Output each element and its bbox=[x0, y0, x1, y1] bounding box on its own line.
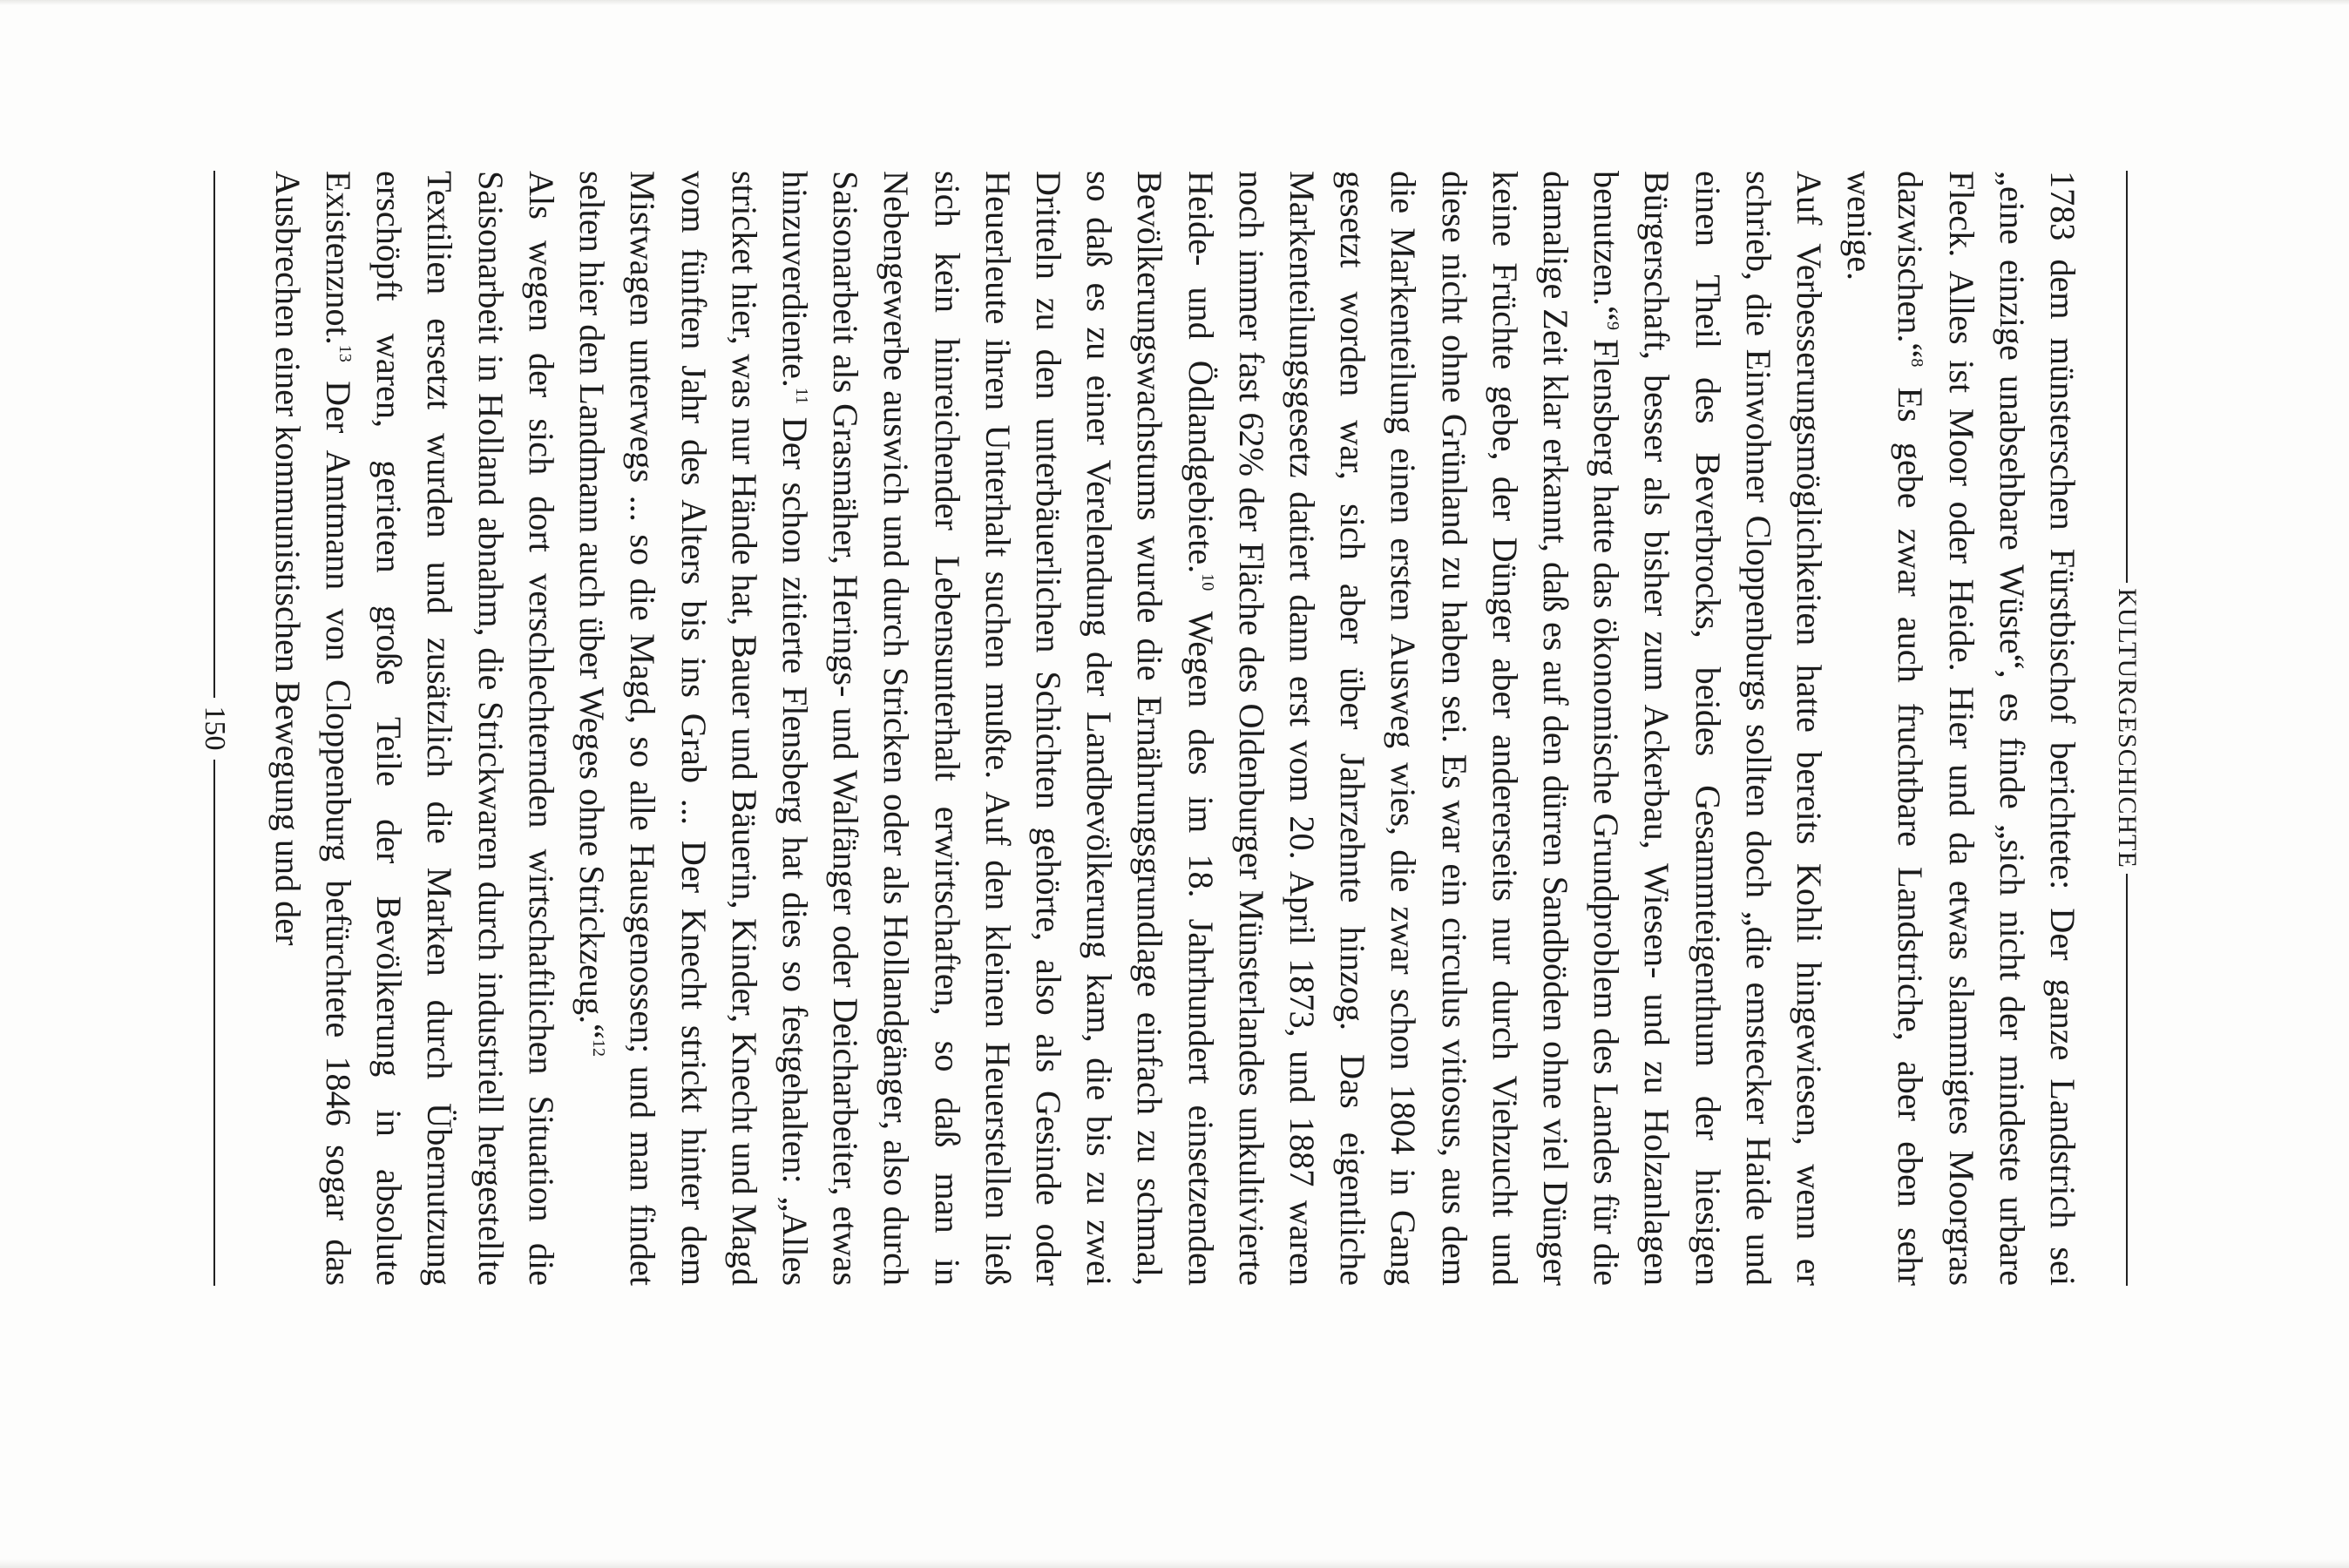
text-run: Der schon zitierte Flensberg hat dies so festgehalten: „Alles stricket hier, was nur Hände hat, Bauer und Bäuerin, Kinder, Knecht und Magd vom fünften Jahr des Alters bis ins Grab ... Der Knecht strickt hinter dem Mistwagen unterwegs ... so die Magd, so alle Hausgenossen; und man findet selten hier den Landmann auch über Weges ohne Strickzeug.“ bbox=[572, 171, 815, 1286]
footnote-marker: 8 bbox=[1907, 358, 1927, 368]
footer-rule-right bbox=[213, 760, 215, 1287]
paragraph bbox=[1834, 171, 2088, 1286]
paragraph bbox=[262, 171, 566, 1286]
text-run: Es gebe zwar auch fruchtbare Landstriche, aber eben sehr wenige. bbox=[1840, 171, 1931, 1286]
footnote-marker: 13 bbox=[335, 344, 355, 362]
text-run: Der Amtmann von Cloppenburg befürchtete 1846 sogar das Ausbrechen einer kommunistischen Bewegung und der bbox=[267, 171, 359, 1286]
page-footer bbox=[193, 171, 235, 1286]
text-run: Als wegen der sich dort verschlechternden wirtschaftlichen Situation die Saisonarbeit in Holland abnahm, die Strickwaren durch industriell hergestellte Textilien ersetzt wurden und zusätzlich die Marken durch Übernutzung erschöpft waren, gerieten große Teile der Bevölkerung in absolute Existenznot. bbox=[319, 171, 561, 1286]
body-text bbox=[267, 171, 2088, 1286]
footnote-marker: 10 bbox=[1197, 573, 1217, 591]
running-head bbox=[2107, 171, 2147, 1286]
page-number: 150 bbox=[199, 706, 231, 751]
text-run: Wegen des im 18. Jahrhundert einsetzenden Bevölkerungswachstums wurde die Ernährungsgrundlage einfach zu schmal, so daß es zu einer Verelendung der Landbevölkerung kam, die bis zu zwei Dritteln zu den unterbäuerlichen Schichten gehörte, also als Gesinde oder Heuerleute ihren Unterhalt suchen mußte. Auf den kleinen Heuerstellen ließ sich kein hinreichender Lebensunterhalt erwirtschaften, so daß man in Nebengewerbe auswich und durch Stricken oder als Hollandgänger, also durch Saisonarbeit als Grasmäher, Herings- und Walfänger oder Deicharbeiter, etwas hinzuverdiente. bbox=[775, 171, 1221, 1286]
text-run: Flensberg hatte das ökonomische Grundproblem des Landes für die damalige Zeit klar erkannt, daß es auf den dürren Sandböden ohne viel Dünger keine Früchte gebe, der Dünger aber andererseits nur durch Viehzucht und diese nicht ohne Grünland zu haben sei. Es war ein circulus vitiosus, aus dem die Markenteilung einen ersten Ausweg wies, die zwar schon 1804 in Gang gesetzt worden war, sich aber über Jahrzehnte hinzog. Das eigentliche Markenteilungsgesetz datiert dann erst vom 20. April 1873, und 1887 waren noch immer fast 62% der Fläche des Oldenburger Münsterlandes unkultivierte Heide- und Ödlandgebiete. bbox=[1181, 171, 1627, 1286]
header-rule-left bbox=[2126, 171, 2128, 583]
footnote-marker: 12 bbox=[589, 1039, 609, 1058]
footnote-marker: 9 bbox=[1603, 321, 1623, 330]
text-run: Auf Verbesserungsmöglichkeiten hatte bereits Kohli hingewiesen, wenn er schrieb, die Einwohner Cloppenburgs sollten doch „die emstecker Haide und einen Theil des Beverbrocks, beides Gesammteigenthum der hiesigen Bürgerschaft, besser als bisher zum Ackerbau, Wiesen- und zu Holzanlagen benutzen.“ bbox=[1587, 171, 1829, 1286]
footer-rule-left bbox=[213, 171, 215, 698]
footnote-marker: 11 bbox=[791, 387, 811, 405]
running-head-title: KULTURGESCHICHTE bbox=[2113, 588, 2142, 868]
paragraph bbox=[566, 171, 1834, 1286]
text-run: 1783 dem münsterschen Fürstbischof berichtete: Der ganze Landstrich sei „eine einzige unabsehbare Wüste“, es finde „sich nicht der mindeste urbare Fleck. Alles ist Moor oder Heide. Hier und da etwas slammigtes Moorgras dazwischen.“ bbox=[1891, 171, 2082, 1286]
header-rule-right bbox=[2126, 874, 2128, 1286]
